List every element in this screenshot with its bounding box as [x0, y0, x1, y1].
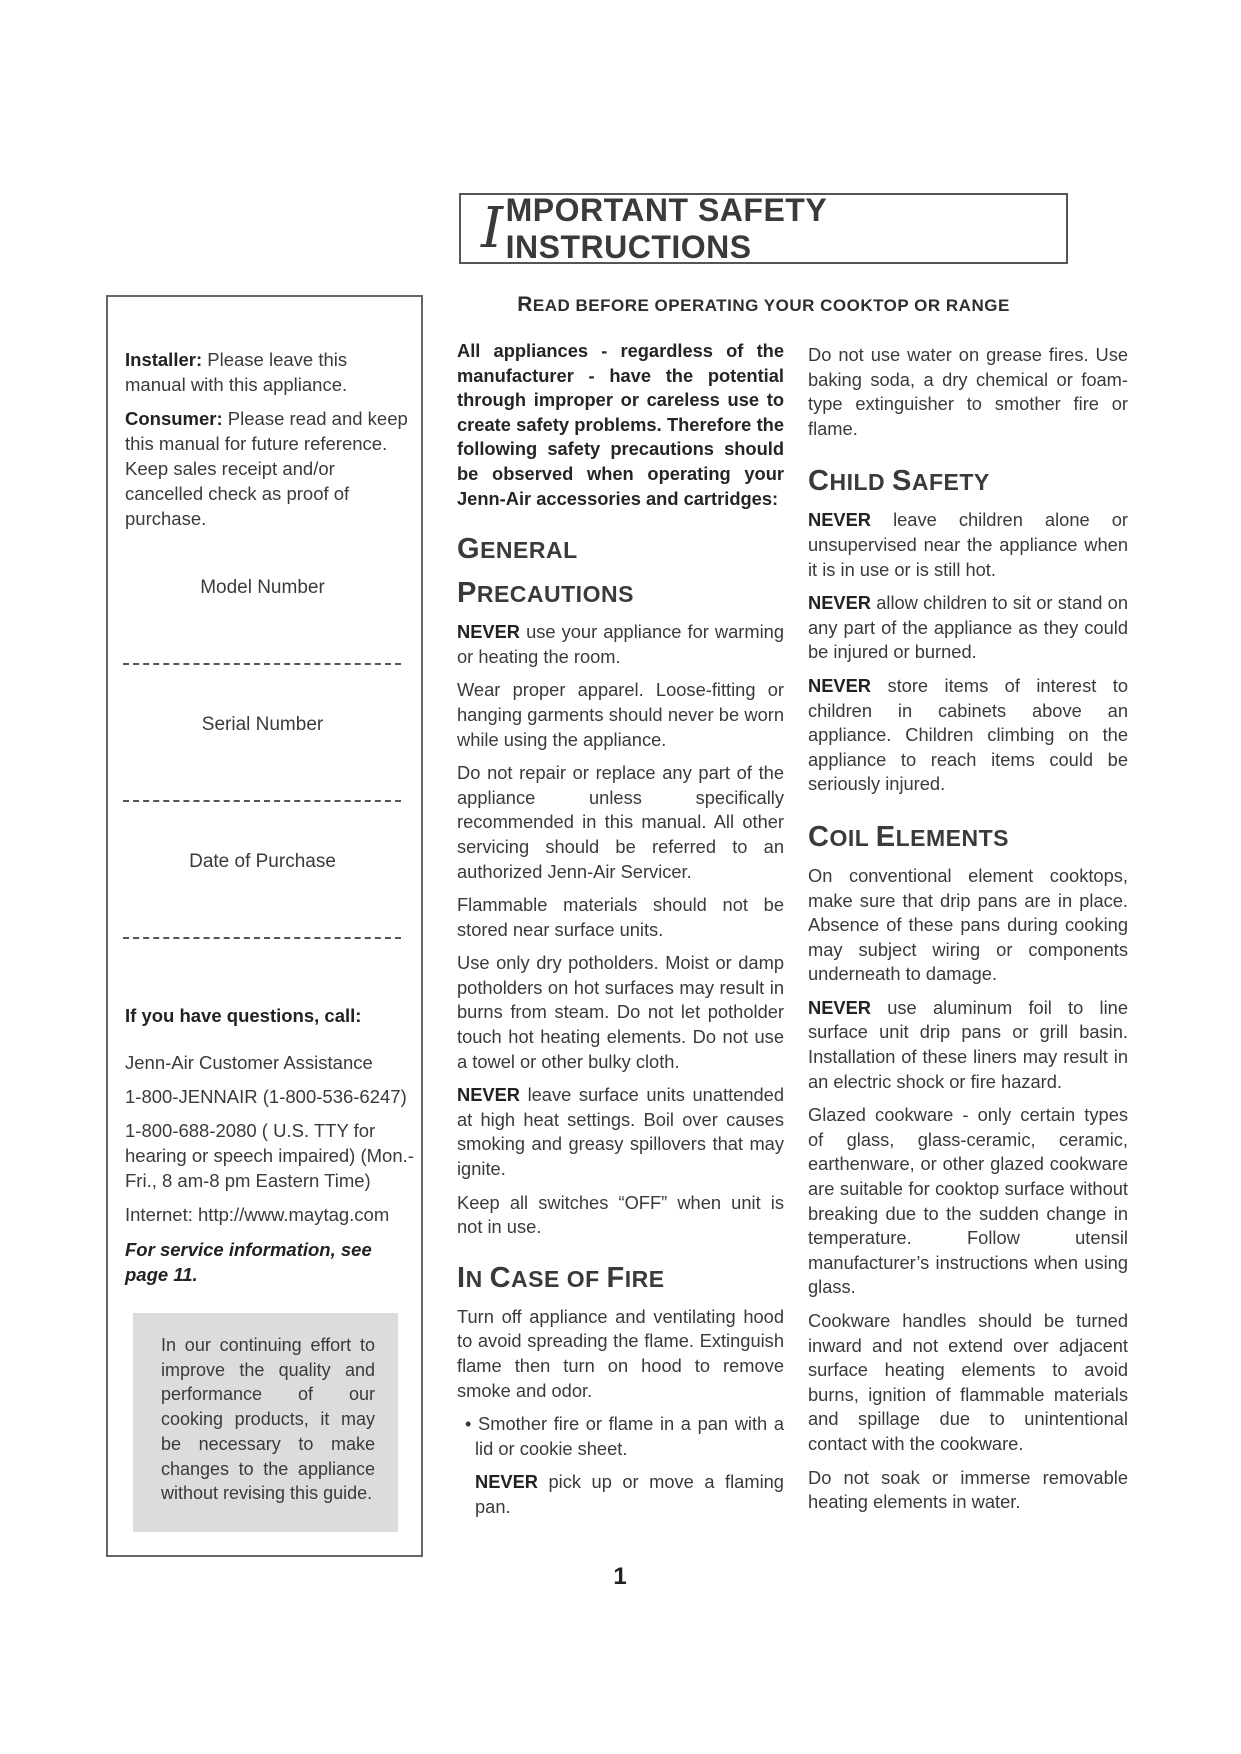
model-number-line[interactable]	[123, 663, 401, 665]
serial-number-line[interactable]	[123, 800, 401, 802]
fire-instruction-2: • Smother fire or flame in a pan with a lid or cookie sheet.	[465, 1413, 784, 1459]
general-precaution-1: NEVER use your appliance for warming or heating the room.	[457, 621, 784, 667]
water-note: Do not use water on grease fires. Use baking soda, a dry chemical or foam-type extinguisher to smother fire or flame.	[808, 344, 1128, 439]
questions-heading: If you have questions, call:	[125, 1005, 362, 1026]
page-title	[461, 191, 1066, 265]
installer-note	[125, 347, 410, 397]
title-initial: I	[481, 195, 504, 261]
column-2	[808, 343, 1128, 1524]
general-precaution-5: Use only dry potholders. Moist or damp potholders on hot surfaces may result in burns from steam. Do not let potholder touch hot heating elements. Do not use a towel or other bulky cloth.	[457, 952, 784, 1072]
page-number: 1	[613, 1563, 627, 1590]
date-of-purchase-label: Date of Purchase	[189, 851, 336, 872]
general-precaution-7: Keep all switches “OFF” when unit is not in use.	[457, 1191, 784, 1238]
general-precaution-6: NEVER leave surface units unattended at high heat settings. Boil over causes smoking and greasy spillovers that may ignite.	[457, 1084, 784, 1180]
general-precaution-2: Wear proper apparel. Loose-fitting or hanging garments should never be worn while using the appliance.	[457, 679, 784, 750]
consumer-note	[125, 406, 410, 531]
model-number-label: Model Number	[200, 577, 325, 598]
in-case-of-fire-heading: IN CASE OF FIRE	[457, 1261, 665, 1294]
consumer-label: Consumer:	[125, 408, 223, 429]
subtitle	[459, 293, 1068, 317]
general-precaution-3: Do not repair or replace any part of the appliance unless specifically recommended in this manual. All other servicing should be referred to an authorized Jenn-Air Servicer.	[457, 762, 784, 882]
consumer-text: Please read and keep this manual for future reference. Keep sales receipt and/or cancelled check as proof of purchase.	[125, 408, 408, 529]
child-safety-1: NEVER leave children alone or unsupervised near the appliance when it is in use or is still hot.	[808, 509, 1128, 580]
intro-paragraph: All appliances - regardless of the manufacturer - have the potential through improper or careless use to create safety problems. Therefore the following safety precautions should be observed when operating your Jenn-Air accessories and cartridges:	[457, 340, 784, 509]
coil-elements-4: Cookware handles should be turned inward and not extend over adjacent surface heating elements to avoid burns, ignition of flammable materials and spillage due to unintentional contact with the cookware.	[808, 1310, 1128, 1454]
general-precautions-heading-line2: PRECAUTIONS	[457, 577, 634, 610]
coil-elements-5: Do not soak or immerse removable heating elements in water.	[808, 1466, 1128, 1513]
general-precautions-heading-line1: GENERAL	[457, 533, 578, 566]
general-precaution-4: Flammable materials should not be stored near surface units.	[457, 894, 784, 940]
child-safety-heading: CHILD SAFETY	[808, 465, 990, 498]
subtitle-initial: R	[517, 293, 533, 316]
coil-elements-1: On conventional element cooktops, make sure that drip pans are in place. Absence of these pans during cooking may subject wiring or components underneath to damage.	[808, 864, 1128, 985]
contact-name: Jenn-Air Customer Assistance	[125, 1052, 373, 1073]
service-note: For service information, see page 11.	[125, 1239, 372, 1285]
contact-phone: 1-800-JENNAIR (1-800-536-6247)	[125, 1086, 407, 1107]
coil-elements-heading: COIL ELEMENTS	[808, 820, 1009, 853]
note-box-text: In our continuing effort to improve the quality and performance of our cooking products, it may be necessary to make changes to the appliance without revising this guide.	[161, 1335, 375, 1504]
date-of-purchase-line[interactable]	[123, 937, 401, 939]
child-safety-3: NEVER store items of interest to children in cabinets above an appliance. Children climbing on the appliance to reach items could be seriously injured.	[808, 674, 1128, 795]
coil-elements-2: NEVER use aluminum foil to line surface unit drip pans or grill basin. Installation of these liners may result in an electric shock or fire hazard.	[808, 996, 1128, 1092]
serial-number-label: Serial Number	[201, 714, 324, 735]
contact-tty: 1-800-688-2080 ( U.S. TTY for hearing or speech impaired) (Mon.-Fri., 8 am-8 pm Eastern Time)	[125, 1120, 414, 1191]
coil-elements-3: Glazed cookware - only certain types of glass, glass-ceramic, ceramic, earthenware, or other glazed cookware are suitable for cooktop surface without breaking due to the sudden change in temperature. Follow utensil manufacturer’s instructions when using glass.	[808, 1104, 1128, 1298]
column-1	[457, 339, 784, 1529]
contact-internet: Internet: http://www.maytag.com	[125, 1204, 390, 1225]
title-rest: MPORTANT SAFETY INSTRUCTIONS	[505, 191, 827, 265]
subtitle-rest: EAD BEFORE OPERATING YOUR COOKTOP OR RANGE	[532, 296, 1010, 315]
child-safety-2: NEVER allow children to sit or stand on any part of the appliance as they could be injured or burned.	[808, 592, 1128, 663]
installer-text: Please leave this manual with this appliance.	[125, 349, 348, 395]
fire-instruction-3: NEVER pick up or move a flaming pan.	[475, 1471, 784, 1517]
fire-instruction-1: Turn off appliance and ventilating hood to avoid spreading the flame. Extinguish flame then turn on hood to remove smoke and odor.	[457, 1305, 784, 1401]
title-box	[459, 193, 1068, 264]
installer-label: Installer:	[125, 349, 203, 370]
